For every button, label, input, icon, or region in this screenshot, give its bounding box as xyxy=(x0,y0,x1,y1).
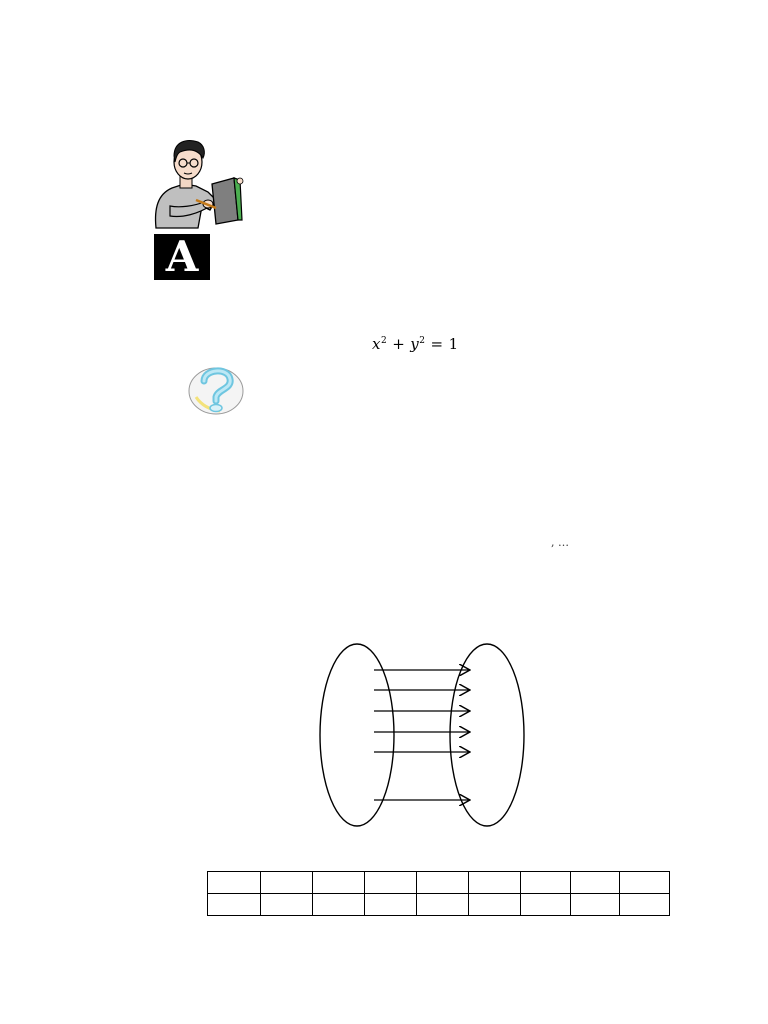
codomain-set-ellipse xyxy=(450,644,524,826)
table-cell xyxy=(571,872,620,894)
circle-equation xyxy=(372,335,459,353)
person-writing-illustration xyxy=(150,136,248,232)
table-row xyxy=(208,872,670,894)
equation-x: x xyxy=(372,335,381,353)
table-cell xyxy=(365,894,417,916)
table-cell xyxy=(208,872,261,894)
table-cell xyxy=(521,872,571,894)
letter-a-glyph: A xyxy=(165,232,199,281)
equation-rhs: 1 xyxy=(448,335,459,353)
continuation-ellipsis: , … xyxy=(551,536,569,549)
domain-set-ellipse xyxy=(320,644,394,826)
table-cell xyxy=(417,872,469,894)
equation-y-exponent: 2 xyxy=(419,336,426,346)
letter-a-icon xyxy=(154,234,210,280)
question-mark-icon xyxy=(186,363,246,417)
table-cell xyxy=(620,872,670,894)
table-cell xyxy=(620,894,670,916)
table-cell xyxy=(208,894,261,916)
table-cell xyxy=(261,872,313,894)
table-cell xyxy=(469,872,521,894)
table-cell xyxy=(417,894,469,916)
table-cell xyxy=(571,894,620,916)
table-cell xyxy=(261,894,313,916)
table-cell xyxy=(521,894,571,916)
mapping-diagram xyxy=(316,640,528,830)
table-cell xyxy=(313,872,365,894)
table-cell xyxy=(469,894,521,916)
equation-y: y xyxy=(410,335,420,353)
table-row xyxy=(208,894,670,916)
table-cell xyxy=(365,872,417,894)
value-table xyxy=(207,871,670,916)
equation-x-exponent: 2 xyxy=(380,336,388,346)
equation-equals: = xyxy=(430,335,444,353)
equation-plus: + xyxy=(392,335,406,353)
table-cell xyxy=(313,894,365,916)
